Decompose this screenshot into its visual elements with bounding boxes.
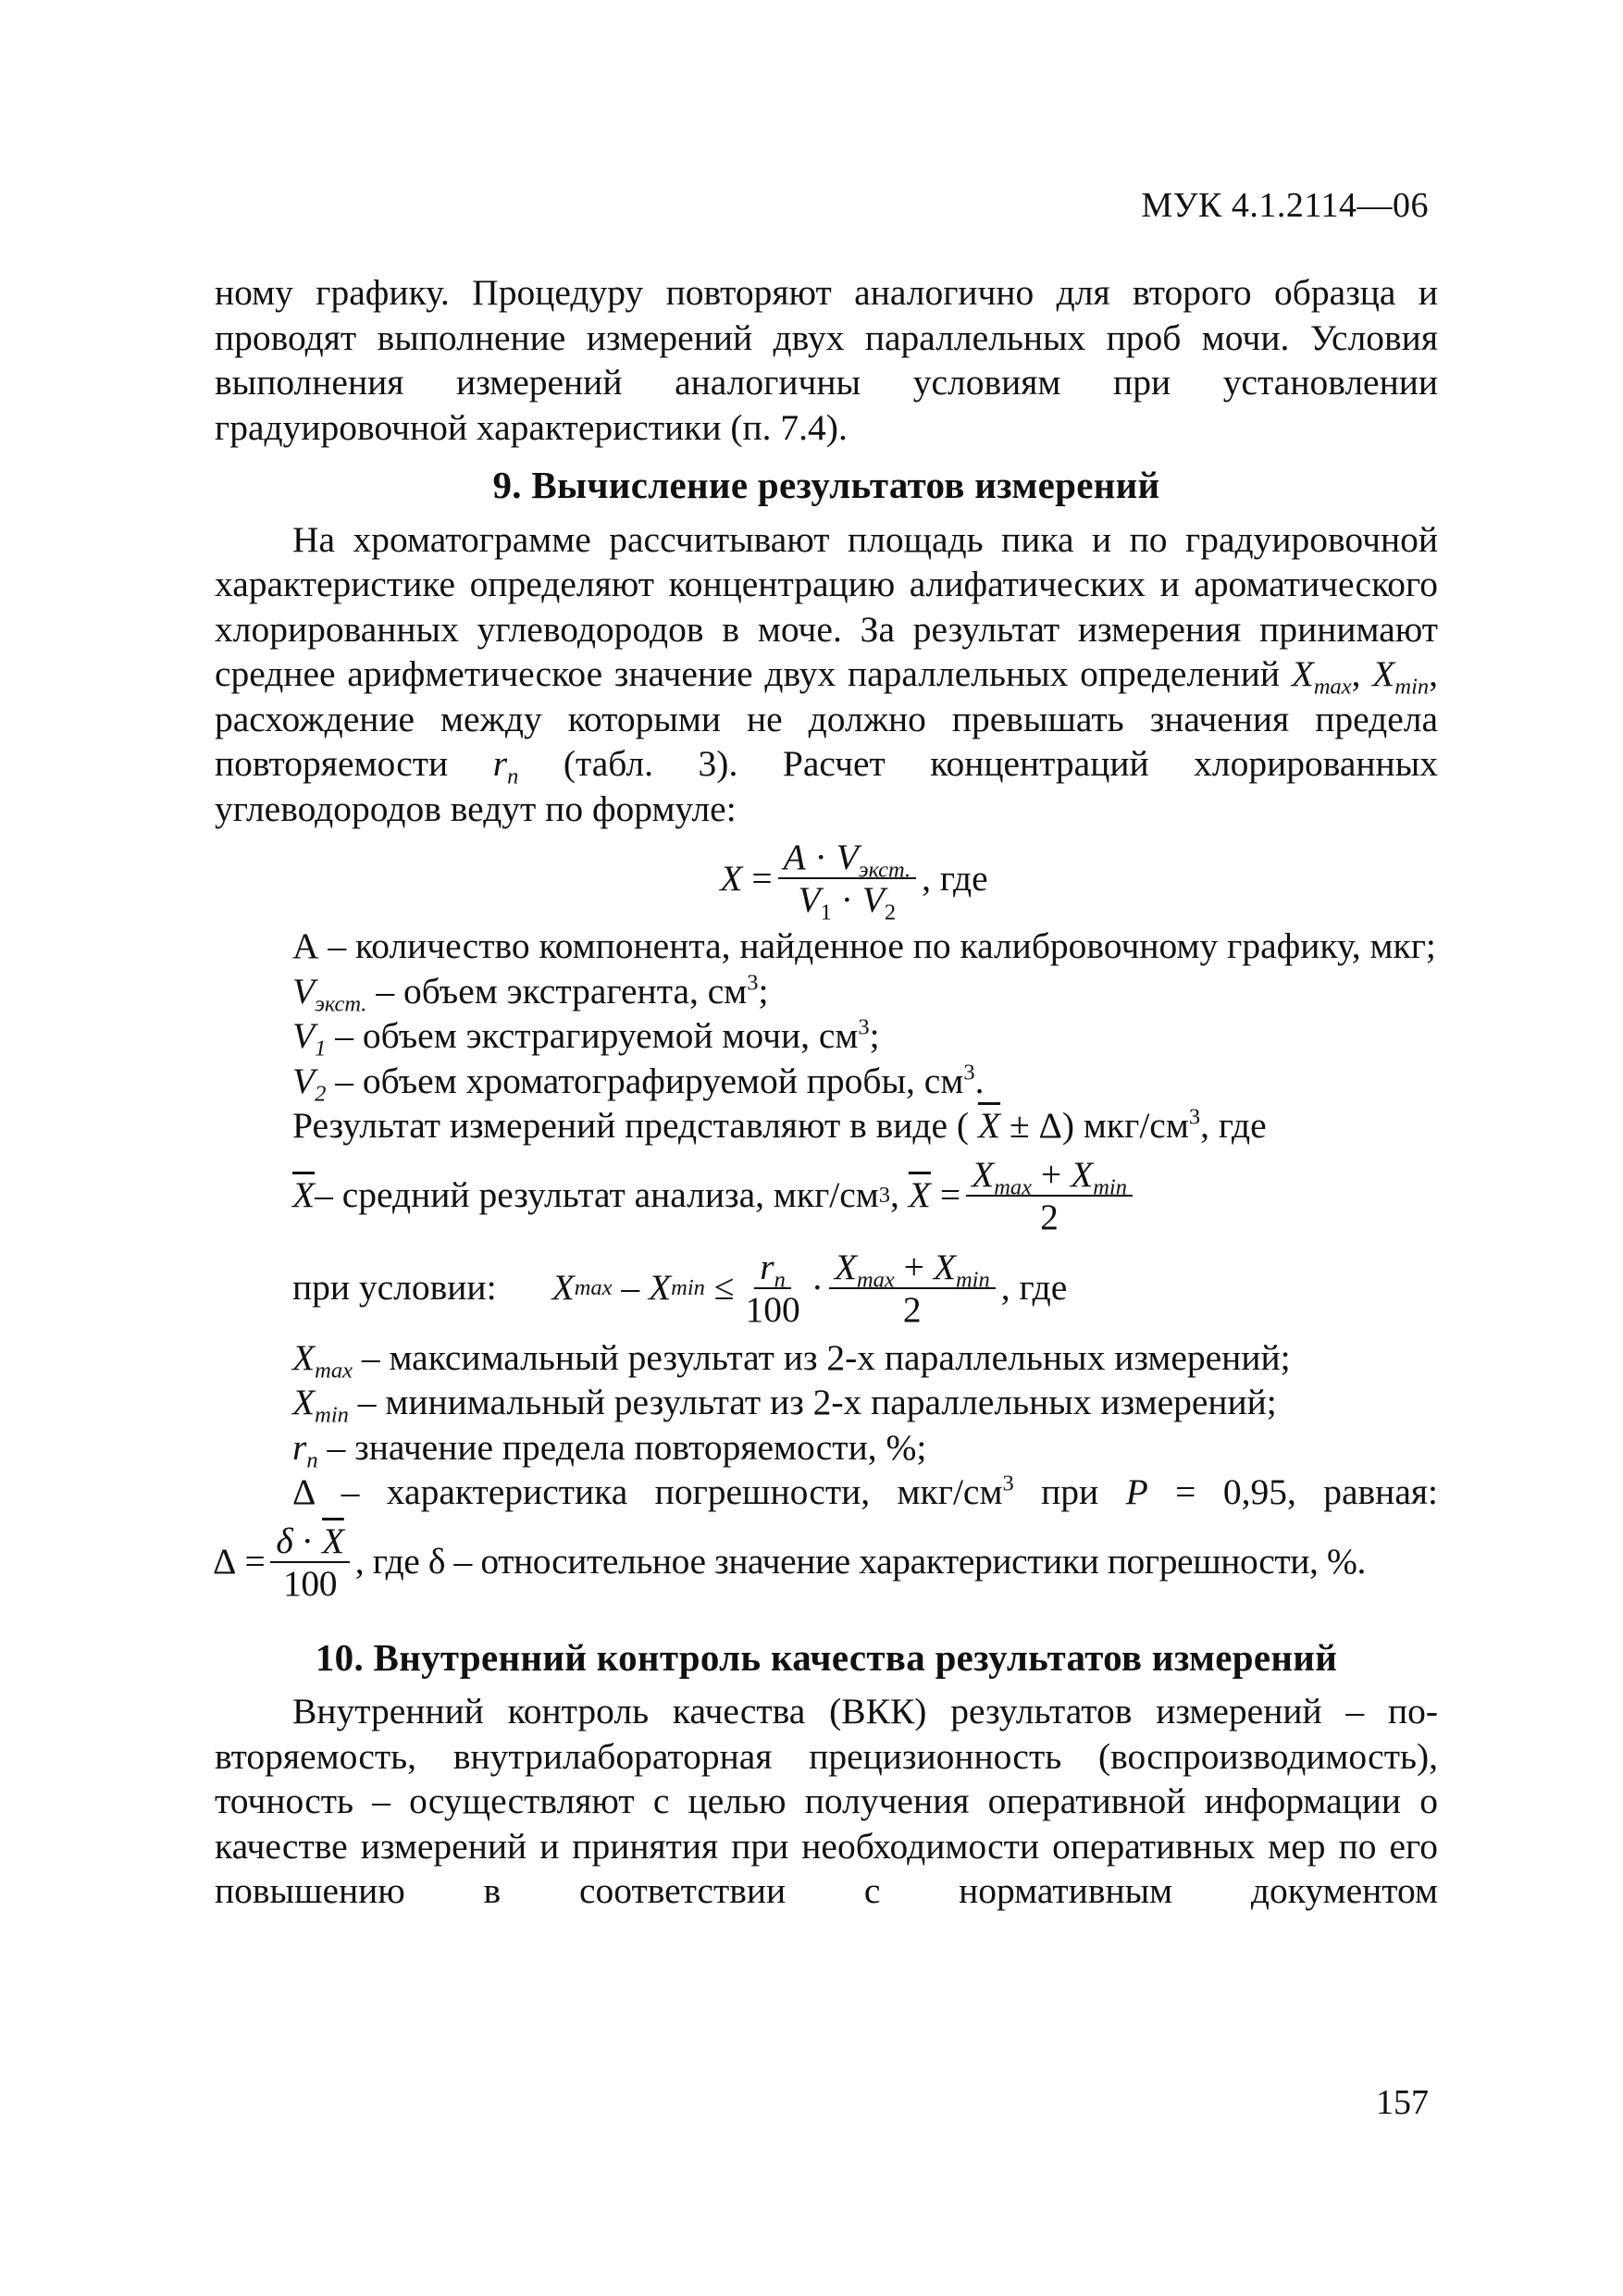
result-form: Результат измерений представляют в виде ( $\overline{X} \pm \Delta$) мкг/$см^3$, где — [292, 1104, 1267, 1146]
def-a: А – количество компонента, найденное по калибровочному графику, мкг; — [292, 925, 1436, 966]
delta-formula: Δ = $\frac{\delta \cdot \overline{X}}{100}$ , где δ – относительное значение характеристики погрешности, %. — [213, 1520, 1366, 1604]
section-9-title: 9. Вычисление результатов измерений — [492, 464, 1160, 506]
section-9-paragraph: На хроматограмме рассчитывают площадь пика и по градуировочной характеристике определяют концентрацию алифатических и ароматического хлорированных углеводородов в моче. За результат измерения принимают среднее арифметическое значение двух параллельных определений $X_{max}$, $X_{min}$, расхождение между которыми не должно превышать значения предела повторяемости $r_n$ (табл. 3). Расчет концентраций хлорированных углеводородов ведут по формуле: — [215, 518, 1438, 829]
concentration-fraction: $\frac{A \cdot V_{экст.}}{V_1 \cdot V_2}$ — [778, 837, 916, 920]
p1-part-a: На хроматограмме рассчитывают площадь пика и по градуировочной характеристике определяют концентрацию алифатических и ароматического хлорированных углеводородов в моче. За результат измерения принимают среднее арифметическое значение двух параллельных определений — [215, 518, 1438, 694]
def-rn: $r_n$ – значение предела повторяемости, %; — [292, 1426, 927, 1473]
document-code: МУК 4.1.2114—06 — [1141, 186, 1429, 225]
page-number: 157 — [1376, 2083, 1429, 2122]
def-vext: $V_{экст.}$ – объем экстрагента, $см^3$; — [292, 969, 769, 1017]
avg-fraction: $\frac{X_{max} + X_{min}}{2}$ — [829, 1247, 996, 1330]
def-delta: Δ – характеристика погрешности, мкг/$см^3$ при P = 0,95, равная: — [292, 1471, 1438, 1512]
formula-where: , где — [922, 857, 988, 899]
mean-formula: $\overline{X}$ – средний результат анализа, мкг/см 3 , $\overline{X}$ = $\frac{X_{max} + X_{min}}{2}$ — [215, 1154, 1438, 1237]
def-v2: $V_2$ – объем хроматографируемой пробы, $см^3$. — [292, 1059, 985, 1107]
p1-part-c: (табл. 3). Расчет концентраций хлорированных углеводородов ведут по формуле: — [215, 743, 1438, 829]
def-xmax: $X_{max}$ – максимальный результат из 2-х параллельных измерений; — [292, 1336, 1291, 1384]
p1-part-b: расхождение между которыми не должно превышать значения предела повторяемости — [215, 698, 1438, 784]
section-10-title: 10. Внутренний контроль качества результатов измерений — [315, 1635, 1338, 1679]
page-content — [215, 270, 1438, 1914]
var-rn: $r_n$ — [492, 743, 519, 789]
intro-paragraph: ному графику. Процедуру повторяют аналогично для второго образца и проводят выполнение измерений двух параллельных проб мочи. Условия выполнения измерений аналогичны условиям при установлении градуировочной характеристики (п. 7.4). — [215, 272, 1438, 448]
rn-fraction: $\frac{r_n}{100}$ — [745, 1246, 800, 1330]
delta-fraction: $\frac{\delta \cdot \overline{X}}{100}$ — [270, 1520, 349, 1604]
def-v1: $V_1$ – объем экстрагируемой мочи, $см^3$; — [292, 1014, 880, 1061]
section-10-paragraph: Внутренний контроль качества (ВКК) результатов измерений – повторяемость, внутрилабораторная прецизионность (воспроизводимость), точность – осуществляют с целью получения оперативной информации о качестве измерений и принятия при необходимости оперативных мер по его повышению в соответствии с нормативным документом — [215, 1691, 1438, 1911]
def-xmin: $X_{min}$ – минимальный результат из 2-х параллельных измерений; — [292, 1382, 1277, 1428]
var-x-max: $X_{max}$ — [1291, 653, 1352, 700]
condition-formula: при условии: X max – X min ≤ $\frac{r_n}{100}$ · $\frac{X_{max} + X_{min}}{2}$ , где — [292, 1246, 1068, 1330]
concentration-formula: X = $\frac{A \cdot V_{экст.}}{V_1 \cdot V_2}$ , где — [720, 837, 988, 925]
var-x-min: $X_{min}$ — [1372, 653, 1430, 700]
mean-fraction: $\frac{X_{max} + X_{min}}{2}$ — [966, 1154, 1133, 1237]
